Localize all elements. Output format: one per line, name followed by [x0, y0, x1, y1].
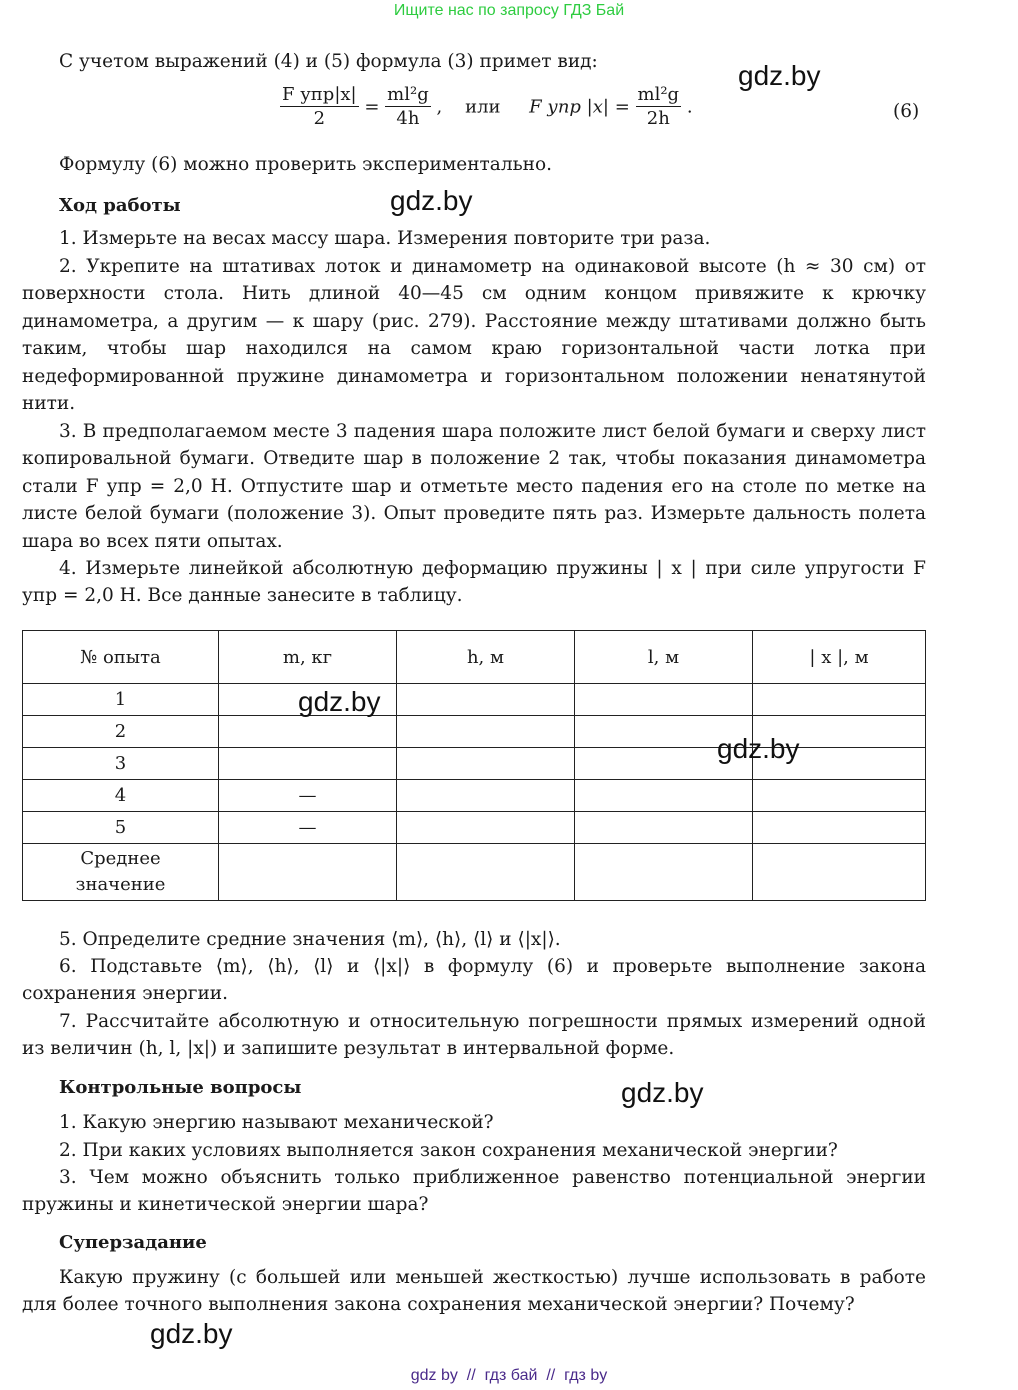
table-row-average — [23, 844, 926, 901]
table-cell — [397, 684, 575, 716]
step-2: 2. Укрепите на штативах лоток и динамометр на одинаковой высоте (h ≈ 30 см) от поверхности стола. Нить длиной 40—45 см одним концом привяжите к крючку динамометра, а другим — к шару (рис. 279). Расстояние между штативами должно быть таким, чтобы шар находился на самом краю горизонтальной части лотка при недеформированной пружине динамометра и горизонтальном положении ненатянутой нити. — [22, 256, 926, 415]
table-cell: — — [219, 812, 397, 844]
col-header-distance: l, м — [575, 631, 753, 684]
watermark: gdz.by — [738, 60, 821, 91]
numerator: ml²g — [387, 84, 429, 105]
check-text: Формулу (6) можно проверить экспериментально. — [59, 154, 552, 175]
question-2: 2. При каких условиях выполняется закон сохранения механической энергии? — [59, 1140, 838, 1161]
supertask-text: Какую пружину (с большей или меньшей жесткостью) лучше использовать в работе для более точного выполнения закона сохранения механической энергии? Почему? — [22, 1267, 926, 1316]
table-cell: Среднее значение — [23, 844, 219, 901]
table-cell: 5 — [23, 812, 219, 844]
table-cell — [753, 844, 926, 901]
step-6: 6. Подставьте ⟨m⟩, ⟨h⟩, ⟨l⟩ и ⟨|x|⟩ в формулу (6) и проверьте выполнение закона сохранения энергии. — [22, 956, 926, 1005]
table-cell: 3 — [23, 748, 219, 780]
step-7: 7. Рассчитайте абсолютную и относительную погрешности прямых измерений одной из величин (h, l, |x|) и запишите результат в интервальной форме. — [22, 1011, 926, 1060]
denominator: 2 — [313, 108, 326, 129]
table-row — [23, 684, 926, 716]
intro-text: С учетом выражений (4) и (5) формула (3) примет вид: — [59, 51, 598, 72]
step-3: 3. В предполагаемом месте 3 падения шара положите лист белой бумаги и сверху лист копировальной бумаги. Отведите шар в положение 2 так, чтобы показания динамометра стали F упр = 2,0 Н. Отпустите шар и отметьте место падения его на столе по метке на листе белой бумаги (положение 3). Опыт проведите пять раз. Измерьте дальность полета шара во всех пяти опытах. — [22, 421, 926, 552]
table-cell: 4 — [23, 780, 219, 812]
formula-alt-lhs: F упр |x| — [529, 96, 609, 118]
numerator: ml²g — [637, 84, 680, 105]
step-4: 4. Измерьте линейкой абсолютную деформацию пружины | x | при силе упругости F упр = 2,0 Н. Все данные занесите в таблицу. — [22, 558, 926, 607]
table-cell — [575, 812, 753, 844]
col-header-height: h, м — [397, 631, 575, 684]
table-cell: 1 — [23, 684, 219, 716]
table-cell — [753, 684, 926, 716]
table-cell — [753, 812, 926, 844]
table-cell — [575, 844, 753, 901]
fraction — [636, 84, 682, 131]
table-cell — [219, 748, 397, 780]
numerator: F упр|x| — [282, 84, 357, 105]
table-cell — [397, 812, 575, 844]
formula-connector: или — [465, 96, 501, 118]
question-1: 1. Какую энергию называют механической? — [59, 1112, 494, 1133]
supertask-heading: Суперзадание — [59, 1232, 207, 1253]
watermark: gdz.by — [298, 686, 381, 717]
questions-heading: Контрольные вопросы — [59, 1077, 302, 1098]
table-header-row — [23, 631, 926, 684]
denominator: 2h — [646, 108, 670, 129]
step-1: 1. Измерьте на весах массу шара. Измерения повторите три раза. — [59, 228, 711, 249]
table-row — [23, 780, 926, 812]
equation-number: (6) — [893, 101, 920, 122]
table-cell — [397, 716, 575, 748]
table-cell — [753, 780, 926, 812]
table-row — [23, 812, 926, 844]
table-cell: 2 — [23, 716, 219, 748]
procedure-heading: Ход работы — [59, 195, 181, 216]
formula-6: $\frac{\text{F упр|x|}}{2}$ = $\frac{\text{ml²g}}{4h}$ , или F упр |x| = $\frac{\text{ml²g}}{2h}$ . — [282, 84, 693, 129]
table-cell — [397, 780, 575, 812]
table-cell — [575, 684, 753, 716]
step-5: 5. Определите средние значения ⟨m⟩, ⟨h⟩, ⟨l⟩ и ⟨|x|⟩. — [59, 929, 561, 950]
col-header-deformation: | x |, м — [753, 631, 926, 684]
table-cell — [575, 780, 753, 812]
search-banner[interactable]: Ищите нас по запросу ГДЗ Бай — [393, 2, 625, 19]
watermark: gdz.by — [621, 1077, 704, 1108]
watermark: gdz.by — [150, 1318, 233, 1349]
question-3: 3. Чем можно объяснить только приближенное равенство потенциальной энергии пружины и кинетической энергии шара? — [22, 1167, 926, 1216]
table-cell — [219, 716, 397, 748]
fraction — [280, 84, 359, 131]
table-cell: — — [219, 780, 397, 812]
table-cell — [397, 844, 575, 901]
col-header-trial: № опыта — [23, 631, 219, 684]
watermark: gdz.by — [717, 733, 800, 764]
fraction — [385, 84, 431, 131]
col-header-mass: m, кг — [219, 631, 397, 684]
table-cell — [397, 748, 575, 780]
data-table — [22, 630, 926, 901]
denominator: 4h — [396, 108, 420, 129]
table-cell — [219, 844, 397, 901]
watermark: gdz.by — [390, 185, 473, 216]
footer-links[interactable]: gdz by // гдз бай // гдз by — [410, 1367, 608, 1384]
